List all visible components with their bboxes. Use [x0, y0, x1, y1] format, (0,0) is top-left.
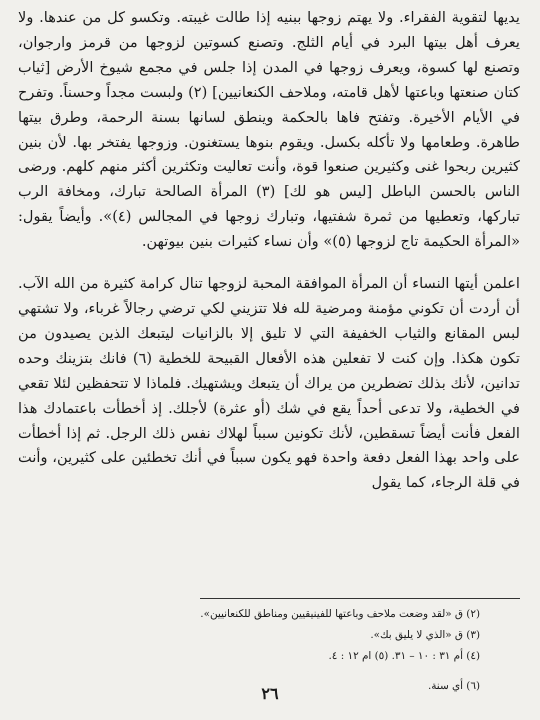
footnote-6: (٦) أي سنة.: [427, 680, 480, 692]
paragraph-address-to-women: اعلمن أيتها النساء أن المرأة الموافقة المحبة لزوجها تنال كرامة كثيرة من الله الآب. أن أردت أن تكوني مؤمنة ومرضية لله فلا تتزيني لكي ترضي رجالاً غرباء، ولا تشتهي لبس المقانع والثياب الخفيفة التي لا تليق إلا بالزانيات ليتبعك الذين يصيدون من تكون هكذا. وإن كنت لا تفعلين هذه الأفعال القبيحة للخطية (٦) فانك بتزينك وحده تدانين، لأنك بذلك تضطرين من يراك أن يتبعك ويشتهيك. فلماذا لا تتحفظين لئلا تقعي في الخطية، ولا تدعى أحداً يقع في شك (أو عثرة) لأجلك. إذ أخطأت باعتمادك هذا الفعل فأنت أيضاً تسقطين، لأنك تكونين سبباً لهلاك نفس ذلك الرجل. ثم إذا أخطأت على واحد بهذا الفعل دفعة واحدة فهو يكون سبباً في أنك تخطئين على كثيرين، وأنت في قلة الرجاء، كما يقول: [18, 275, 520, 492]
paragraph-gap: [18, 255, 520, 272]
footnote-2: (٢) ق «لقد وضعت ملاحف وباعتها للفينيقيين ومناطق للكنعانيين».: [200, 608, 480, 620]
body-text: [18, 6, 520, 496]
footnote-3: (٣) ق «الذي لا يليق بك».: [370, 629, 480, 641]
footnote-4-5: (٤) أم ٣١ : ١٠ – ٣١. (٥) ام ١٢ : ٤.: [328, 650, 480, 662]
paragraph-virtuous-wife: يديها لتقوية الفقراء. ولا يهتم زوجها ببنيه إذا طالت غيبته. وتكسو كل من عندها. ولا يعرف أهل بيتها البرد في أيام الثلج. وتصنع كسوتين لزوجها من قرمز وارجوان، وتصنع لها كسوة، ويعرف زوجها في المدن إذا جلس في مجمع شيوخ الأرض [ثياب كتان صنعتها وباعتها لأهل قامته، وملاحف الكنعانيين] (٢) ولبست مجداً وحسناً. وتفرح في الأيام الأخيرة. وتفتح فاها بالحكمة وينطق لسانها بسنة الرحمة، وطرق بيتها طاهرة. وطعامها ولا تأكله بكسل. ويقوم بنوها يستغنون. وزوجها يفتخر بها. لأن بنين كثيرين ربحوا غنى وكثيرين صنعوا قوة، وأنت تعاليت وتكثرين أكثر منهم كلهم. ورضى الناس بالحسن الباطل [ليس هو لك] (٣) المرأة الصالحة تبارك، ومخافة الرب تباركها، وتعطيها من ثمرة شفتيها، وتبارك زوجها في المجالس (٤)». وأيضاً يقول: «المرأة الحكيمة تاج لزوجها (٥)» وأن نساء كثيرات بنين بيوتهن.: [18, 9, 520, 251]
footnote-divider: [200, 598, 520, 599]
page-number: ٢٦: [261, 684, 279, 703]
